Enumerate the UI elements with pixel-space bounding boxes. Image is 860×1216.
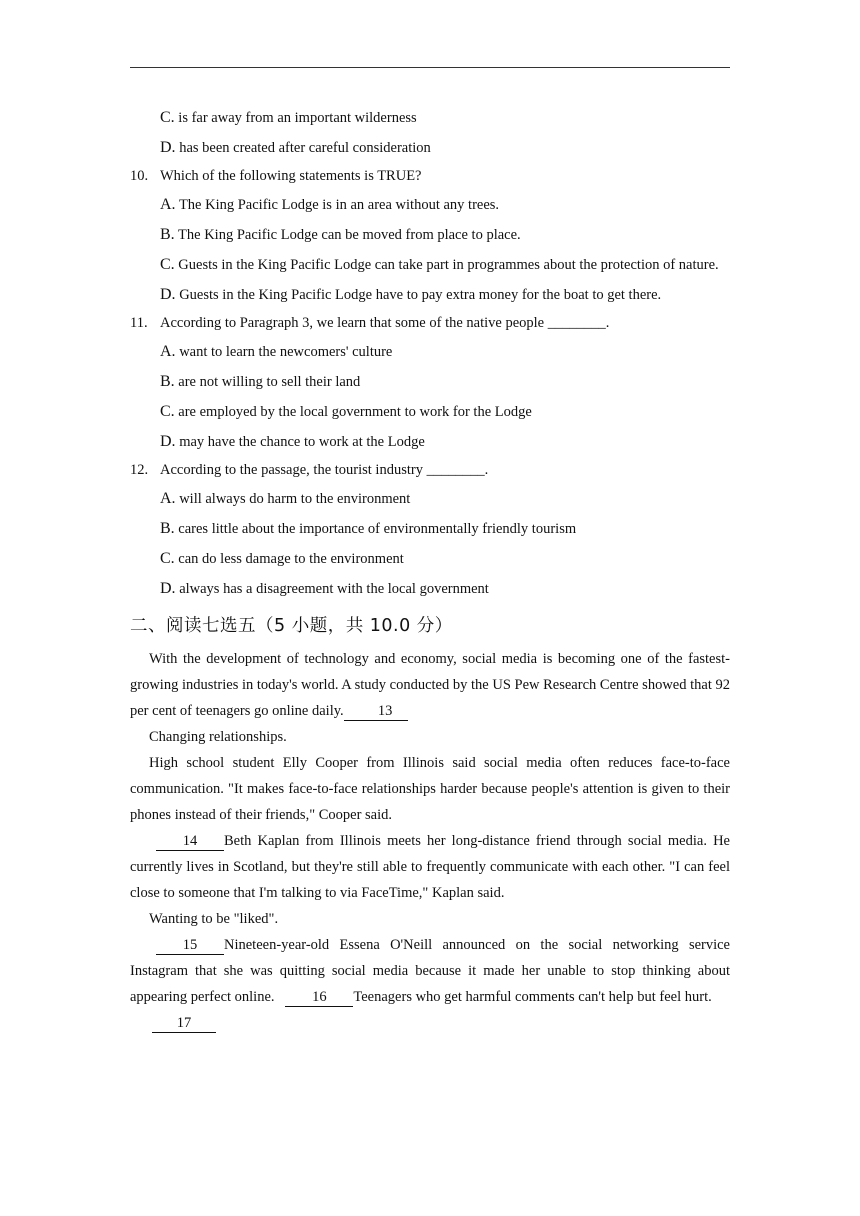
passage-paragraph-4: 15 Nineteen-year-old Essena O'Neill announced on the social networking service Instagram that she was quitting social media because it made her unable to stop thinking about appearing perfect online. 16 Teenagers who get harmful comments can't help but feel hurt. [130,937,730,1005]
question-11 [130,310,730,457]
answer-blank-15: 15 [156,936,224,955]
question-stem: 10. Which of the following statements is TRUE? [130,168,422,184]
option-d: D. may have the chance to work at the Lodge [160,433,425,450]
option-b: B. cares little about the importance of environmentally friendly tourism [160,520,577,537]
reading-passage [130,646,730,1036]
section-title: 二、阅读七选五（5 小题，共 10.0 分） [130,616,453,636]
answer-blank-16: 16 [285,988,353,1007]
passage-heading-2: Wanting to be "liked". [149,911,279,927]
question-10 [130,163,730,310]
passage-heading-1: Changing relationships. [149,729,287,745]
option-a: A. The King Pacific Lodge is in an area without any trees. [160,196,500,213]
option-c: C. Guests in the King Pacific Lodge can take part in programmes about the protection of nature. [160,256,719,273]
option-b: B. are not willing to sell their land [160,373,361,390]
answer-blank-14: 14 [156,832,224,851]
passage-paragraph-3: 14 Beth Kaplan from Illinois meets her long-distance friend through social media. He currently lives in Scotland, but they're still able to frequently communicate with each other. "I can feel close to someone that I'm talking to via FaceTime," Kaplan said. [130,833,730,901]
passage-paragraph-1: With the development of technology and economy, social media is becoming one of the fastest-growing industries in today's world. A study conducted by the US Pew Research Centre showed that 92 per cent of teenagers go online daily. 13 [130,651,730,719]
question-stem: 11. According to Paragraph 3, we learn that some of the native people ________. [130,315,610,331]
passage-paragraph-2: High school student Elly Cooper from Illinois said social media often reduces face-to-face communication. "It makes face-to-face relationships harder because people's attention is given to their phones instead of their friends," Cooper said. [130,755,730,823]
question-12 [130,457,730,604]
option-c: C. can do less damage to the environment [160,550,404,567]
q9-options [130,103,730,163]
option-a: A. will always do harm to the environment [160,490,411,507]
passage-blank-line [130,1010,730,1036]
answer-blank-13: 13 [344,702,408,721]
option-c: C. are employed by the local government to work for the Lodge [160,403,532,420]
option-b: B. The King Pacific Lodge can be moved from place to place. [160,226,521,243]
header-rule [130,67,730,68]
option-d: D. Guests in the King Pacific Lodge have to pay extra money for the boat to get there. [160,286,662,303]
q9-option-d: D. has been created after careful consideration [160,139,431,156]
exam-page [130,103,730,1036]
q9-option-c: C. is far away from an important wilderness [160,109,417,126]
option-a: A. want to learn the newcomers' culture [160,343,393,360]
question-stem: 12. According to the passage, the tourist industry ________. [130,462,489,478]
option-d: D. always has a disagreement with the local government [160,580,489,597]
answer-blank-17: 17 [152,1014,216,1033]
